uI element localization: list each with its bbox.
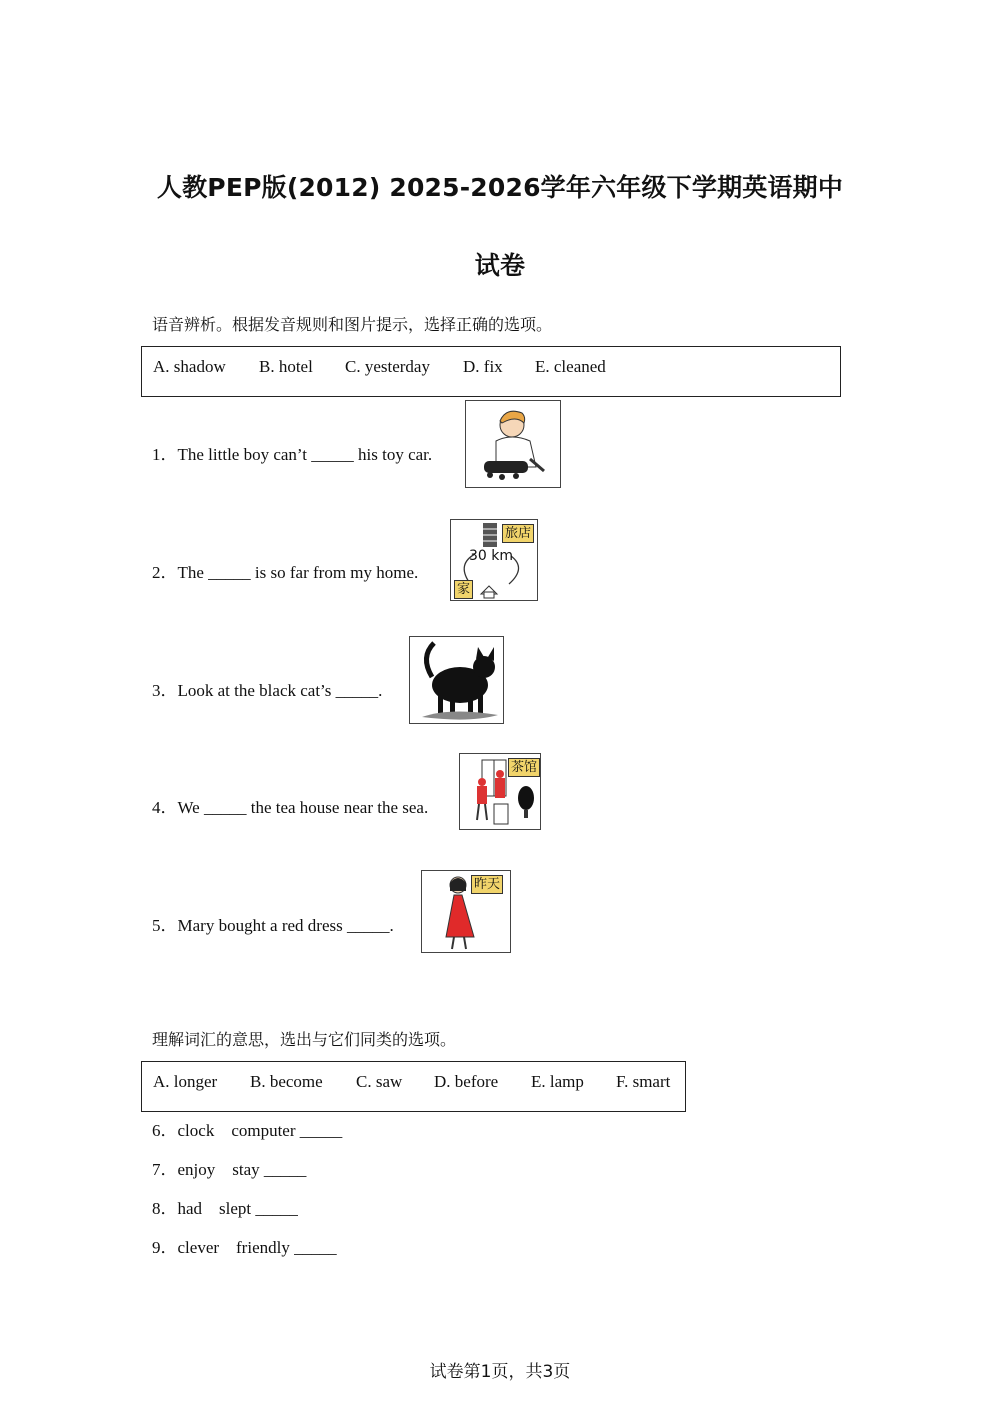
tea-house-sign: 茶馆 [508,758,540,777]
option-a: A. longer [153,1072,218,1091]
yesterday-sign: 昨天 [471,875,503,894]
question-2 [152,558,418,583]
option-d: D. fix [463,357,503,376]
section1-options-box [141,346,841,397]
question-5 [152,911,394,936]
boy-illustration [466,401,561,488]
question-text: We _____ the tea house near the sea. [177,798,429,817]
question-number: 1． [152,445,178,464]
question-text: clock computer _____ [177,1121,343,1140]
option-c: C. saw [356,1072,403,1091]
section2-options-box [141,1061,686,1112]
page-title-line2: 试卷 [474,251,526,280]
question-text: clever friendly _____ [177,1238,337,1257]
page-title: 人教PEP版(2012) 2025-2026学年六年级下学期英语期中 [156,173,844,202]
question-text: The little boy can’t _____ his toy car. [177,445,433,464]
option-f: F. smart [616,1072,671,1091]
page-footer: 试卷第1页，共3页 [429,1362,571,1382]
black-cat-shadow-picture [409,636,504,724]
hotel-sign: 旅店 [502,524,534,543]
question-text: Look at the black cat’s _____. [177,681,383,700]
question-4 [152,793,428,818]
question-text: The _____ is so far from my home. [177,563,419,582]
question-6 [152,1116,342,1141]
question-1 [152,440,432,465]
option-b: B. hotel [259,357,313,376]
question-number: 5． [152,916,178,935]
option-b: B. become [250,1072,323,1091]
boy-fixing-toy-car-picture [465,400,561,488]
option-e: E. lamp [531,1072,584,1091]
section2-options [153,1072,670,1092]
question-number: 9． [152,1238,178,1257]
tea-house-cleaning-picture [459,753,541,830]
question-number: 6． [152,1121,178,1140]
question-number: 4． [152,798,178,817]
question-3 [152,676,382,701]
cat-illustration [410,637,504,724]
option-a: A. shadow [153,357,226,376]
section1-options [153,357,606,377]
distance-label: 30 km [469,548,514,564]
section1-instruction: 语音辨析。根据发音规则和图片提示，选择正确的选项。 [152,315,553,334]
question-7 [152,1155,306,1180]
section2-instruction: 理解词汇的意思，选出与它们同类的选项。 [152,1030,457,1049]
question-number: 8． [152,1199,178,1218]
question-number: 7． [152,1160,178,1179]
question-text: had slept _____ [177,1199,298,1218]
option-e: E. cleaned [535,357,606,376]
hotel-distance-picture [450,519,538,601]
question-number: 3． [152,681,178,700]
question-text: Mary bought a red dress _____. [177,916,394,935]
question-text: enjoy stay _____ [177,1160,307,1179]
option-d: D. before [434,1072,499,1091]
question-9 [152,1233,337,1258]
option-c: C. yesterday [345,357,430,376]
mary-red-dress-picture [421,870,511,953]
question-8 [152,1194,298,1219]
home-sign: 家 [454,580,473,599]
question-number: 2． [152,563,178,582]
